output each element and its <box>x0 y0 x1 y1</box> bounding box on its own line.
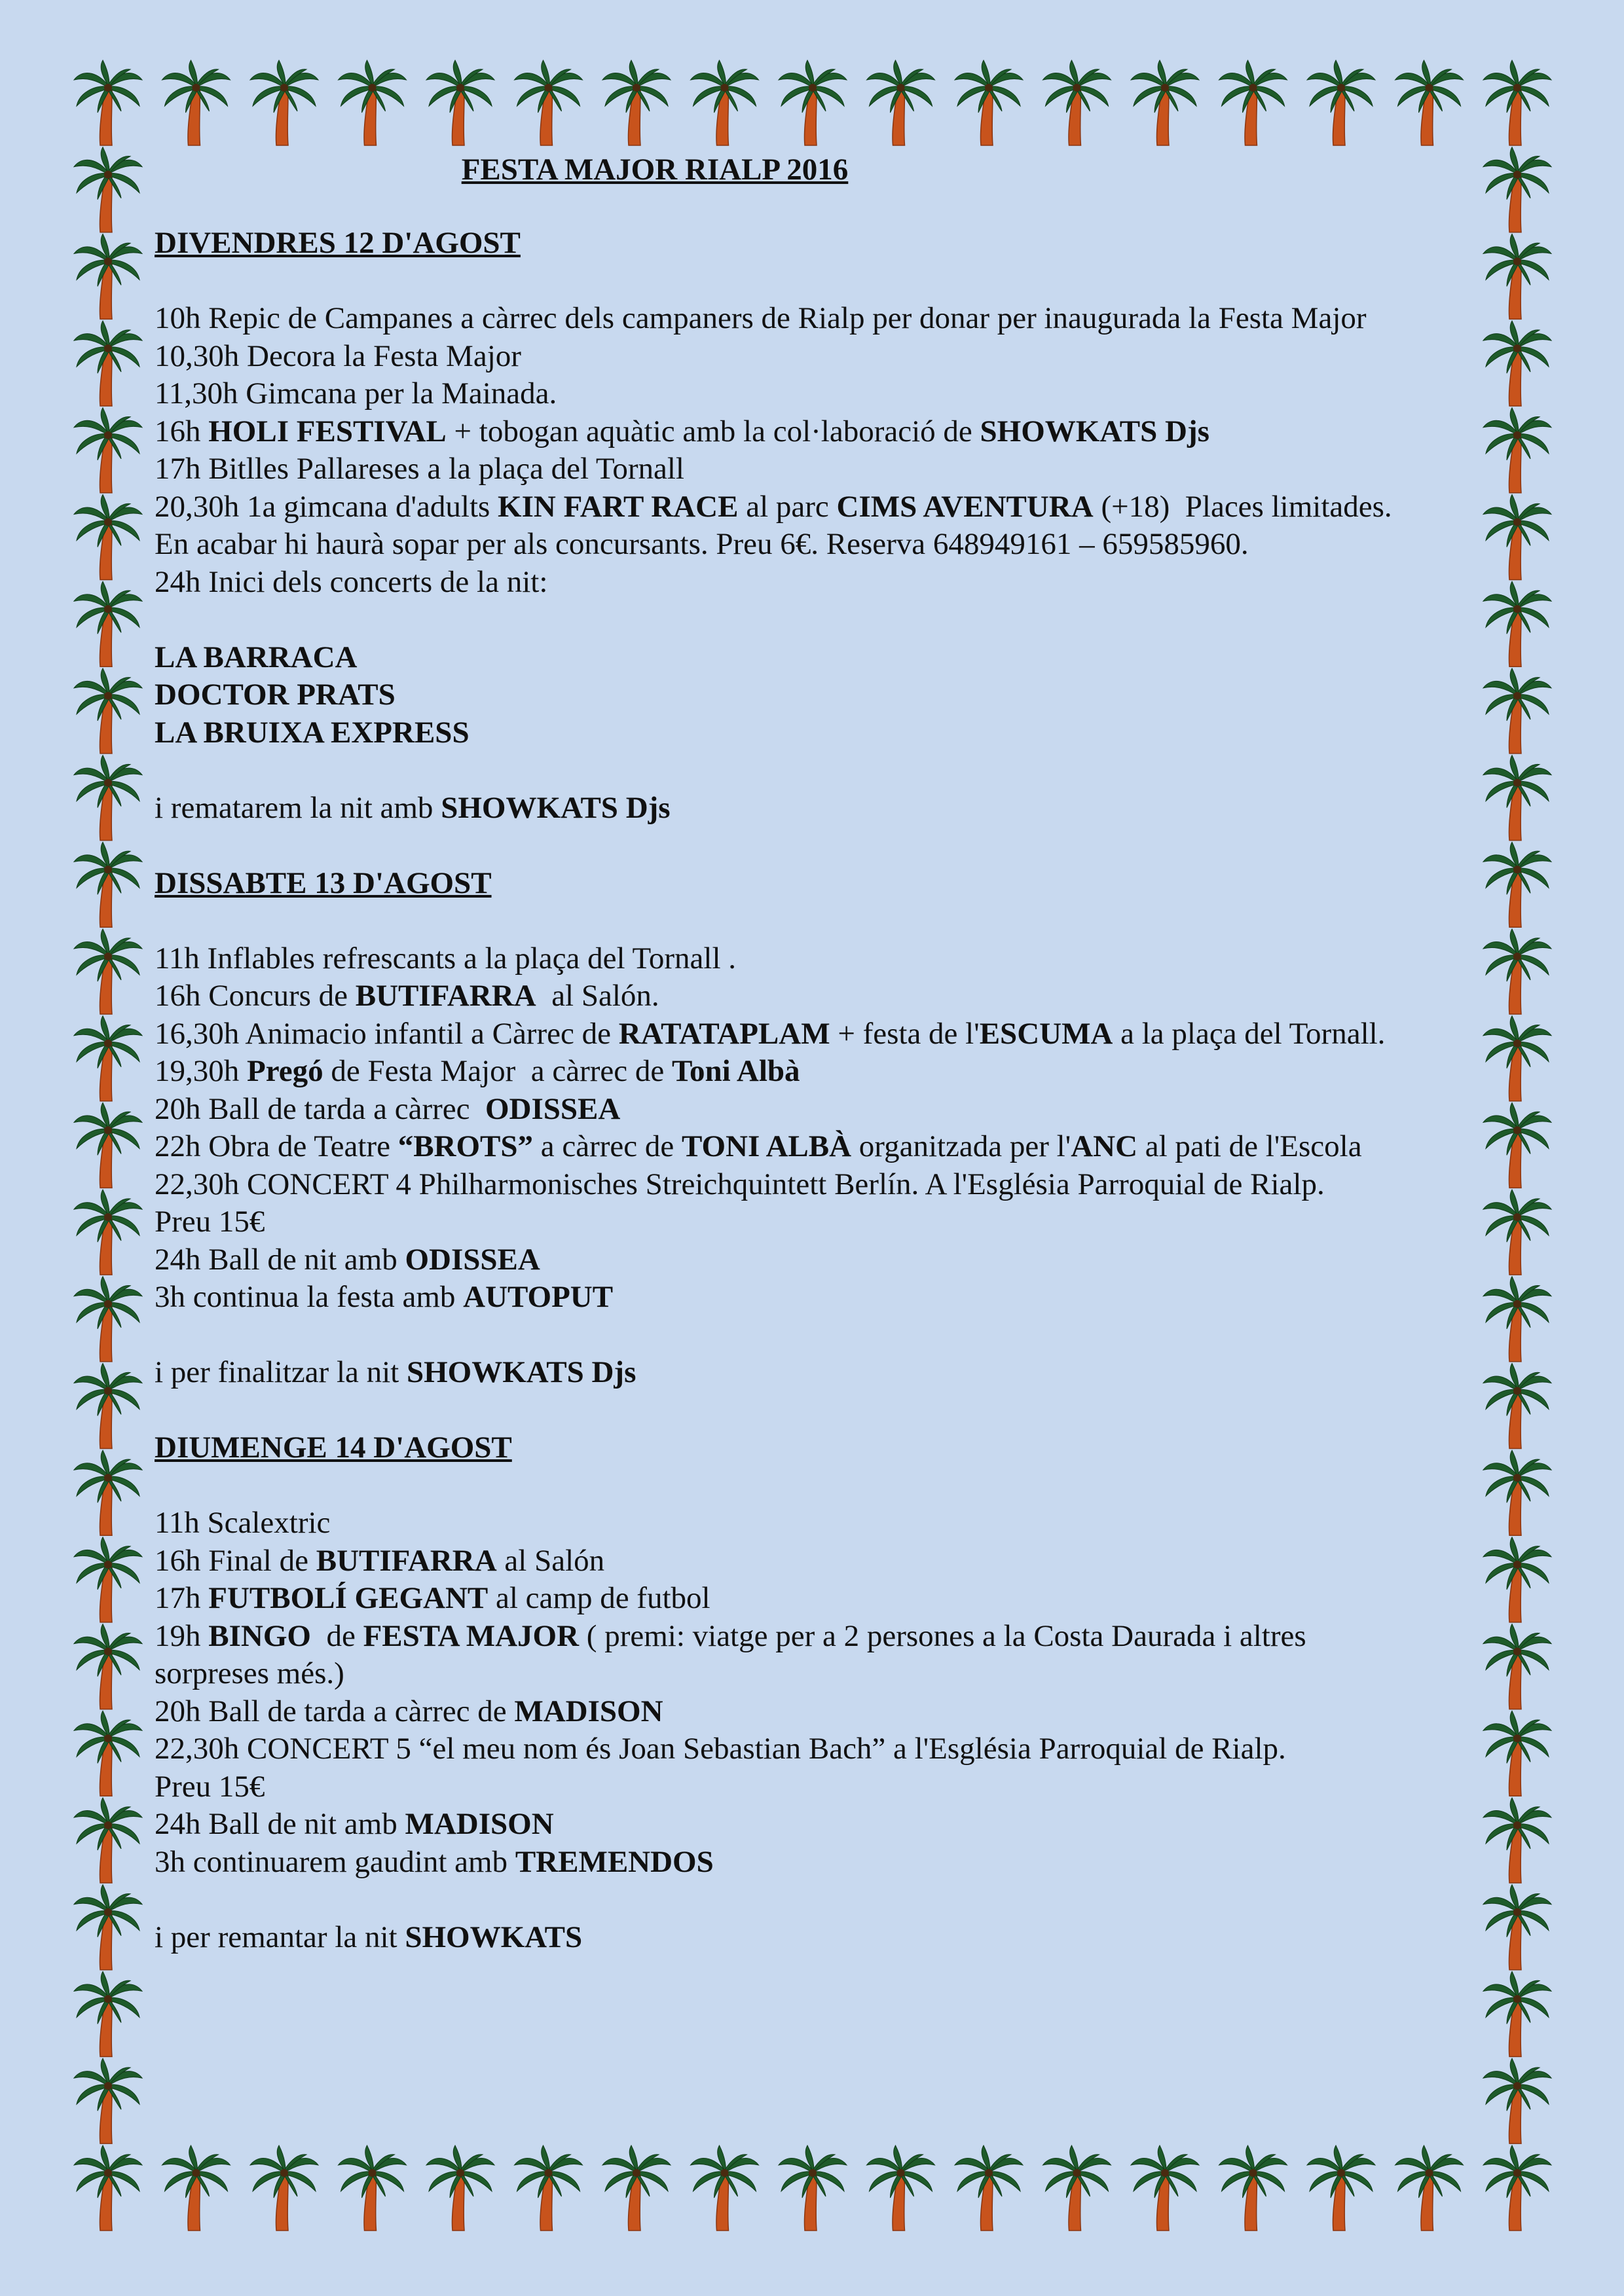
palm-tree-icon <box>74 1624 142 1709</box>
palm-tree-icon <box>602 2145 671 2231</box>
line-text: a la plaça del Tornall. <box>1113 1016 1386 1051</box>
palm-tree-icon <box>1395 2145 1464 2231</box>
palm-tree-icon <box>74 756 142 841</box>
line-text: 17h <box>155 1581 209 1615</box>
program-line <box>155 300 1367 338</box>
palm-tree-icon <box>1483 1102 1551 1188</box>
program-line <box>155 1015 1385 1053</box>
line-text: 22h Obra de Teatre <box>155 1129 398 1163</box>
line-text: al pati de l'Escola <box>1137 1129 1362 1163</box>
program-line <box>155 1919 582 1957</box>
line-text: 11h Scalextric <box>155 1506 331 1540</box>
program-line <box>155 1354 636 1392</box>
palm-tree-icon <box>1483 234 1551 319</box>
program-line <box>155 1279 613 1317</box>
palm-tree-icon <box>1483 581 1551 666</box>
palm-tree-icon <box>74 1798 142 1883</box>
program-line <box>155 1768 265 1806</box>
line-text: al camp de futbol <box>488 1581 710 1615</box>
palm-tree-icon <box>1483 1016 1551 1101</box>
line-text: de <box>310 1618 363 1653</box>
highlight-text: SHOWKATS Djs <box>406 1355 637 1389</box>
program-line <box>155 1618 1306 1656</box>
palm-tree-icon <box>1483 2058 1551 2143</box>
palm-tree-icon <box>74 2058 142 2143</box>
palm-tree-icon <box>779 2145 847 2231</box>
palm-tree-icon <box>1483 1190 1551 1275</box>
highlight-text: ODISSEA <box>405 1242 540 1277</box>
line-text: Preu 15€ <box>155 1205 265 1239</box>
line-text: 24h Inici dels concerts de la nit: <box>155 564 548 599</box>
palm-tree-icon <box>74 1711 142 1796</box>
highlight-text: Toni Albà <box>672 1054 800 1088</box>
palm-tree-icon <box>74 2145 142 2231</box>
highlight-text: LA BARRACA <box>155 640 358 674</box>
palm-tree-icon <box>74 668 142 754</box>
line-text: (+18) Places limitades. <box>1093 489 1392 524</box>
highlight-text: RATATAPLAM <box>618 1016 830 1051</box>
palm-tree-icon <box>515 2145 583 2231</box>
palm-tree-icon <box>1483 1711 1551 1796</box>
line-text: 20h Ball de tarda a càrrec <box>155 1091 485 1126</box>
program-line <box>155 714 470 752</box>
line-text: 20h Ball de tarda a càrrec de <box>155 1694 515 1728</box>
palm-tree-icon <box>74 234 142 319</box>
program-line <box>155 790 671 828</box>
line-text: 10h Repic de Campanes a càrrec dels campaners de Rialp per donar per inaugurada la Festa Major <box>155 301 1367 335</box>
program-line <box>155 1806 554 1844</box>
line-text: 16h <box>155 414 209 448</box>
palm-tree-icon <box>1483 1450 1551 1535</box>
line-text: En acabar hi haurà sopar per als concursants. Preu 6€. Reserva 648949161 – 659585960. <box>155 527 1249 561</box>
program-line <box>155 1844 714 1882</box>
program-line <box>155 1542 604 1580</box>
palm-tree-icon <box>426 2145 494 2231</box>
line-text: 3h continuarem gaudint amb <box>155 1844 515 1879</box>
palm-tree-icon <box>1483 408 1551 493</box>
line-text: organitzada per l' <box>851 1129 1071 1163</box>
program-line <box>155 1655 344 1693</box>
program-line <box>155 338 521 376</box>
program-line <box>155 413 1209 451</box>
line-text: Preu 15€ <box>155 1769 265 1804</box>
line-text: 3h continua la festa amb <box>155 1280 464 1314</box>
line-text: i per finalitzar la nit <box>155 1355 407 1389</box>
palm-tree-icon <box>1483 842 1551 927</box>
line-text: 20,30h 1a gimcana d'adults <box>155 489 498 524</box>
palm-tree-icon <box>1131 2145 1199 2231</box>
highlight-text: TONI ALBÀ <box>682 1129 852 1163</box>
palm-tree-icon <box>74 321 142 406</box>
program-line <box>155 1241 540 1279</box>
palm-tree-icon <box>1483 1277 1551 1362</box>
line-text: al Salón. <box>536 979 659 1013</box>
highlight-text: BUTIFARRA <box>316 1543 497 1578</box>
line-text: 22,30h CONCERT 5 “el meu nom és Joan Sebastian Bach” a l'Església Parroquial de Rialp. <box>155 1732 1286 1766</box>
highlight-text: FESTA MAJOR <box>363 1618 580 1653</box>
highlight-text: FUTBOLÍ GEGANT <box>208 1581 489 1615</box>
palm-tree-icon <box>867 2145 935 2231</box>
palm-tree-icon <box>74 1885 142 1970</box>
palm-tree-icon <box>339 2145 407 2231</box>
highlight-text: TREMENDOS <box>515 1844 714 1879</box>
palm-tree-icon <box>74 1016 142 1101</box>
program-line <box>155 526 1249 564</box>
line-text: 24h Ball de nit amb <box>155 1242 405 1277</box>
palm-tree-icon <box>74 1450 142 1535</box>
palm-tree-icon <box>74 1537 142 1622</box>
palm-tree-icon <box>74 1364 142 1449</box>
line-text: 19h <box>155 1618 209 1653</box>
program-line <box>155 977 659 1015</box>
highlight-text: SHOWKATS Djs <box>980 414 1209 448</box>
day-heading: DIUMENGE 14 D'AGOST <box>155 1430 512 1465</box>
line-text: al parc <box>738 489 837 524</box>
program-line <box>155 1128 1362 1166</box>
palm-tree-icon <box>1483 495 1551 580</box>
highlight-text: LA BRUIXA EXPRESS <box>155 715 470 750</box>
page-title: FESTA MAJOR RIALP 2016 <box>461 153 849 187</box>
line-text: 10,30h Decora la Festa Major <box>155 338 521 373</box>
highlight-text: BUTIFARRA <box>355 979 536 1013</box>
highlight-text: ESCUMA <box>979 1016 1113 1051</box>
highlight-text: BINGO <box>208 1618 311 1653</box>
program-line <box>155 1166 1325 1204</box>
highlight-text: HOLI FESTIVAL <box>208 414 447 448</box>
palm-tree-icon <box>1483 929 1551 1014</box>
program-line <box>155 1203 265 1241</box>
line-text: 22,30h CONCERT 4 Philharmonisches Streichquintett Berlín. A l'Església Parroquial de Rialp. <box>155 1167 1325 1201</box>
palm-tree-icon <box>1483 2145 1551 2231</box>
palm-tree-icon <box>1483 1885 1551 1970</box>
day-heading: DIVENDRES 12 D'AGOST <box>155 226 521 260</box>
palm-tree-icon <box>74 1102 142 1188</box>
line-text: 16,30h Animacio infantil a Càrrec de <box>155 1016 619 1051</box>
palm-tree-icon <box>74 1971 142 2056</box>
line-text: 24h Ball de nit amb <box>155 1807 405 1841</box>
palm-tree-icon <box>955 2145 1023 2231</box>
line-text: a càrrec de <box>533 1129 682 1163</box>
program-line <box>155 564 547 602</box>
highlight-text: CIMS AVENTURA <box>836 489 1094 524</box>
program-line <box>155 450 684 488</box>
program-line <box>155 488 1392 526</box>
palm-tree-icon <box>1219 2145 1287 2231</box>
palm-tree-icon <box>1307 2145 1375 2231</box>
program-line <box>155 1580 710 1618</box>
program-line <box>155 1504 330 1542</box>
line-text: + festa de l' <box>830 1016 980 1051</box>
palm-tree-icon <box>1483 1624 1551 1709</box>
line-text: 11h Inflables refrescants a la plaça del Tornall . <box>155 941 737 975</box>
highlight-text: ANC <box>1071 1129 1138 1163</box>
palm-tree-icon <box>74 495 142 580</box>
line-text: ( premi: viatge per a 2 persones a la Costa Daurada i altres <box>579 1618 1306 1653</box>
line-text: 16h Final de <box>155 1543 316 1578</box>
highlight-text: KIN FART RACE <box>498 489 739 524</box>
palm-tree-icon <box>1483 1798 1551 1883</box>
palm-tree-icon <box>162 2145 231 2231</box>
palm-tree-icon <box>250 2145 318 2231</box>
palm-tree-icon <box>74 842 142 927</box>
palm-tree-icon <box>1483 1971 1551 2056</box>
line-text: 11,30h Gimcana per la Mainada. <box>155 376 557 410</box>
palm-tree-icon <box>74 1277 142 1362</box>
highlight-text: DOCTOR PRATS <box>155 678 396 712</box>
palm-tree-icon <box>74 408 142 493</box>
highlight-text: “BROTS” <box>397 1129 534 1163</box>
palm-tree-icon <box>1483 1537 1551 1622</box>
palm-tree-icon <box>691 2145 759 2231</box>
palm-tree-icon <box>1483 1364 1551 1449</box>
palm-tree-icon <box>74 581 142 666</box>
line-text: de Festa Major a càrrec de <box>323 1054 672 1088</box>
program-line <box>155 639 357 677</box>
palm-tree-icon <box>1483 668 1551 754</box>
highlight-text: SHOWKATS <box>405 1920 583 1954</box>
line-text: al Salón <box>496 1543 605 1578</box>
program-line <box>155 1730 1286 1768</box>
highlight-text: ODISSEA <box>485 1091 621 1126</box>
day-heading: DISSABTE 13 D'AGOST <box>155 866 492 900</box>
highlight-text: SHOWKATS Djs <box>441 790 671 825</box>
highlight-text: MADISON <box>405 1807 554 1841</box>
highlight-text: Pregó <box>247 1054 323 1088</box>
palm-tree-icon <box>1483 756 1551 841</box>
program-line <box>155 1091 620 1129</box>
program-line <box>155 375 557 413</box>
program-line <box>155 1053 800 1091</box>
program-line <box>155 1693 663 1731</box>
line-text: 19,30h <box>155 1054 247 1088</box>
palm-tree-icon <box>74 929 142 1014</box>
line-text: sorpreses més.) <box>155 1656 344 1690</box>
line-text: 17h Bitlles Pallareses a la plaça del Tornall <box>155 452 684 486</box>
highlight-text: AUTOPUT <box>463 1280 614 1314</box>
page-title-wrap <box>0 0 1624 187</box>
palm-tree-icon <box>1043 2145 1111 2231</box>
palm-tree-icon <box>1483 321 1551 406</box>
line-text: + tobogan aquàtic amb la col·laboració de <box>446 414 980 448</box>
program-line <box>155 676 396 714</box>
line-text: i per remantar la nit <box>155 1920 405 1954</box>
program-line <box>155 940 736 978</box>
palm-tree-icon <box>74 1190 142 1275</box>
highlight-text: MADISON <box>514 1694 663 1728</box>
line-text: 16h Concurs de <box>155 979 356 1013</box>
line-text: i rematarem la nit amb <box>155 790 441 825</box>
